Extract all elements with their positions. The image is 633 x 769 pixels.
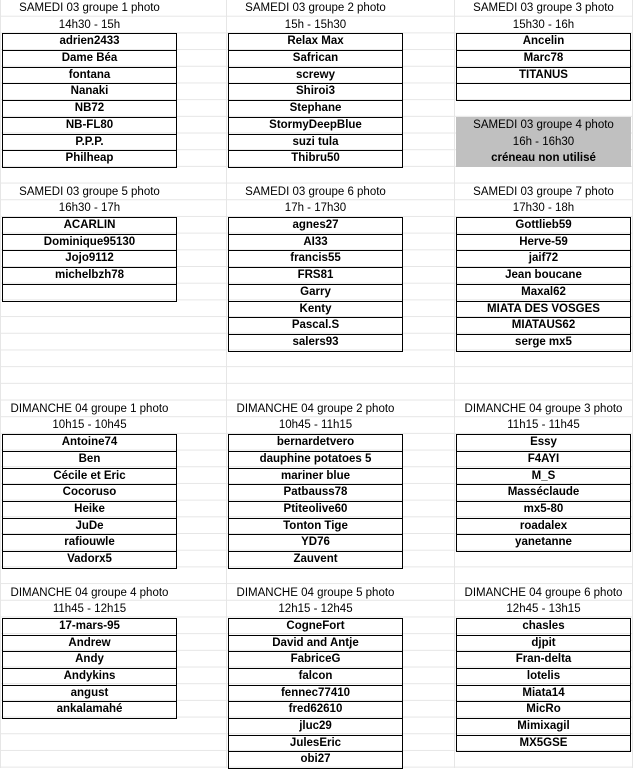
participant-list (456, 33, 631, 101)
grid-line (226, 0, 227, 768)
participant-name: AI33 (228, 235, 403, 252)
participant-name: ACARLIN (2, 218, 177, 235)
participant-name: Jean boucane (456, 268, 631, 285)
participant-name: StormyDeepBlue (228, 118, 403, 135)
participant-name: Nanaki (2, 84, 177, 101)
group-title: SAMEDI 03 groupe 3 photo (456, 0, 631, 17)
participant-name: MicRo (456, 702, 631, 719)
participant-name: M_S (456, 469, 631, 486)
participant-name: falcon (228, 669, 403, 686)
participant-name: MIATA DES VOSGES (456, 302, 631, 319)
participant-name: Zauvent (228, 552, 403, 569)
photo-group-2 (228, 0, 403, 168)
participant-name: mariner blue (228, 469, 403, 486)
empty-slot (2, 285, 177, 302)
group-time-slot: 11h15 - 11h45 (456, 417, 631, 434)
participant-name: Antoine74 (2, 435, 177, 452)
participant-name: jaif72 (456, 251, 631, 268)
participant-name: obi27 (228, 752, 403, 769)
participant-name: P.P.P. (2, 135, 177, 152)
participant-name: Jojo9112 (2, 251, 177, 268)
group-time-slot: 12h15 - 12h45 (228, 601, 403, 618)
participant-name: bernardetvero (228, 435, 403, 452)
participant-name: yanetanne (456, 535, 631, 552)
participant-list (228, 618, 403, 769)
group-time-slot: 17h - 17h30 (228, 200, 403, 217)
group-time-slot: 16h - 16h30 (456, 134, 631, 151)
participant-name: Masséclaude (456, 485, 631, 502)
participant-name: mx5-80 (456, 502, 631, 519)
group-title: DIMANCHE 04 groupe 4 photo (2, 585, 177, 602)
participant-list (228, 434, 403, 569)
group-title: SAMEDI 03 groupe 6 photo (228, 184, 403, 201)
group-title: DIMANCHE 04 groupe 2 photo (228, 401, 403, 418)
participant-name: ankalamahé (2, 702, 177, 719)
participant-name: agnes27 (228, 218, 403, 235)
participant-name: Patbauss78 (228, 485, 403, 502)
participant-name: Fran-delta (456, 652, 631, 669)
photo-group-3 (456, 0, 631, 101)
photo-group-9 (228, 401, 403, 569)
group-time-slot: 12h45 - 13h15 (456, 601, 631, 618)
participant-name: MX5GSE (456, 736, 631, 753)
participant-name: adrien2433 (2, 34, 177, 51)
participant-list (228, 33, 403, 168)
participant-name: serge mx5 (456, 335, 631, 352)
group-title: SAMEDI 03 groupe 1 photo (2, 0, 177, 17)
participant-name: Essy (456, 435, 631, 452)
participant-name: Gottlieb59 (456, 218, 631, 235)
photo-group-7 (456, 184, 631, 352)
participant-name: fred62610 (228, 702, 403, 719)
participant-name: Heike (2, 502, 177, 519)
participant-name: Andrew (2, 636, 177, 653)
participant-name: rafiouwle (2, 535, 177, 552)
group-time-slot: 14h30 - 15h (2, 17, 177, 34)
participant-name: Vadorx5 (2, 552, 177, 569)
participant-name: Dominique95130 (2, 235, 177, 252)
participant-list (228, 217, 403, 352)
participant-name: fennec77410 (228, 686, 403, 703)
participant-name: Garry (228, 285, 403, 302)
group-title: DIMANCHE 04 groupe 1 photo (2, 401, 177, 418)
group-time-slot: 17h30 - 18h (456, 200, 631, 217)
participant-name: Herve-59 (456, 235, 631, 252)
photo-group-1 (2, 0, 177, 168)
participant-name: Relax Max (228, 34, 403, 51)
participant-list (456, 150, 631, 167)
participant-name: fontana (2, 68, 177, 85)
group-time-slot: 10h15 - 10h45 (2, 417, 177, 434)
group-title: SAMEDI 03 groupe 4 photo (456, 117, 631, 134)
participant-list (2, 618, 177, 719)
photo-group-8 (2, 401, 177, 569)
group-time-slot: 16h30 - 17h (2, 200, 177, 217)
participant-name: Tonton Tige (228, 519, 403, 536)
participant-name: YD76 (228, 535, 403, 552)
photo-group-4 (456, 117, 631, 167)
participant-name: Mimixagil (456, 719, 631, 736)
participant-name: Marc78 (456, 51, 631, 68)
participant-name: chasles (456, 619, 631, 636)
participant-name: 17-mars-95 (2, 619, 177, 636)
participant-list (456, 618, 631, 753)
participant-list (456, 217, 631, 352)
participant-name: NB-FL80 (2, 118, 177, 135)
group-time-slot: 11h45 - 12h15 (2, 601, 177, 618)
group-title: DIMANCHE 04 groupe 5 photo (228, 585, 403, 602)
participant-name: michelbzh78 (2, 268, 177, 285)
grid-line (0, 0, 1, 768)
participant-list (2, 434, 177, 569)
participant-name: Shiroi3 (228, 84, 403, 101)
participant-name: Philheap (2, 151, 177, 168)
participant-list (456, 434, 631, 552)
group-title: SAMEDI 03 groupe 2 photo (228, 0, 403, 17)
participant-name: salers93 (228, 335, 403, 352)
participant-name: Dame Béa (2, 51, 177, 68)
participant-name: Ptiteolive60 (228, 502, 403, 519)
group-time-slot: 15h30 - 16h (456, 17, 631, 34)
participant-name: screwy (228, 68, 403, 85)
photo-group-11 (2, 585, 177, 720)
photo-group-10 (456, 401, 631, 552)
participant-name: Kenty (228, 302, 403, 319)
photo-group-5 (2, 184, 177, 302)
participant-list (2, 33, 177, 168)
participant-name: JulesEric (228, 736, 403, 753)
participant-name: Safrican (228, 51, 403, 68)
participant-name: Ben (2, 452, 177, 469)
participant-name: suzi tula (228, 135, 403, 152)
group-title: SAMEDI 03 groupe 7 photo (456, 184, 631, 201)
participant-name: djpit (456, 636, 631, 653)
participant-name: TITANUS (456, 68, 631, 85)
participant-name: francis55 (228, 251, 403, 268)
participant-name: jluc29 (228, 719, 403, 736)
participant-name: Andy (2, 652, 177, 669)
group-time-slot: 15h - 15h30 (228, 17, 403, 34)
participant-name: roadalex (456, 519, 631, 536)
participant-name: dauphine potatoes 5 (228, 452, 403, 469)
participant-name: MIATAUS62 (456, 318, 631, 335)
empty-slot (456, 84, 631, 101)
group-title: SAMEDI 03 groupe 5 photo (2, 184, 177, 201)
group-title: DIMANCHE 04 groupe 3 photo (456, 401, 631, 418)
participant-name: Ancelin (456, 34, 631, 51)
participant-name: Andykins (2, 669, 177, 686)
participant-name: Cécile et Eric (2, 469, 177, 486)
participant-name: FRS81 (228, 268, 403, 285)
participant-name: JuDe (2, 519, 177, 536)
participant-name: Maxal62 (456, 285, 631, 302)
participant-name: Pascal.S (228, 318, 403, 335)
participant-name: Thibru50 (228, 151, 403, 168)
participant-name: angust (2, 686, 177, 703)
participant-name: CogneFort (228, 619, 403, 636)
participant-name: Cocoruso (2, 485, 177, 502)
participant-name: Stephane (228, 101, 403, 118)
participant-name: David and Antje (228, 636, 403, 653)
photo-group-12 (228, 585, 403, 769)
photo-group-6 (228, 184, 403, 352)
participant-name: FabriceG (228, 652, 403, 669)
unused-slot-note: créneau non utilisé (456, 150, 631, 167)
participant-name: lotelis (456, 669, 631, 686)
group-title: DIMANCHE 04 groupe 6 photo (456, 585, 631, 602)
participant-name: F4AYI (456, 452, 631, 469)
participant-name: Miata14 (456, 686, 631, 703)
group-time-slot: 10h45 - 11h15 (228, 417, 403, 434)
participant-name: NB72 (2, 101, 177, 118)
participant-list (2, 217, 177, 301)
grid-line (454, 0, 455, 768)
photo-group-13 (456, 585, 631, 753)
